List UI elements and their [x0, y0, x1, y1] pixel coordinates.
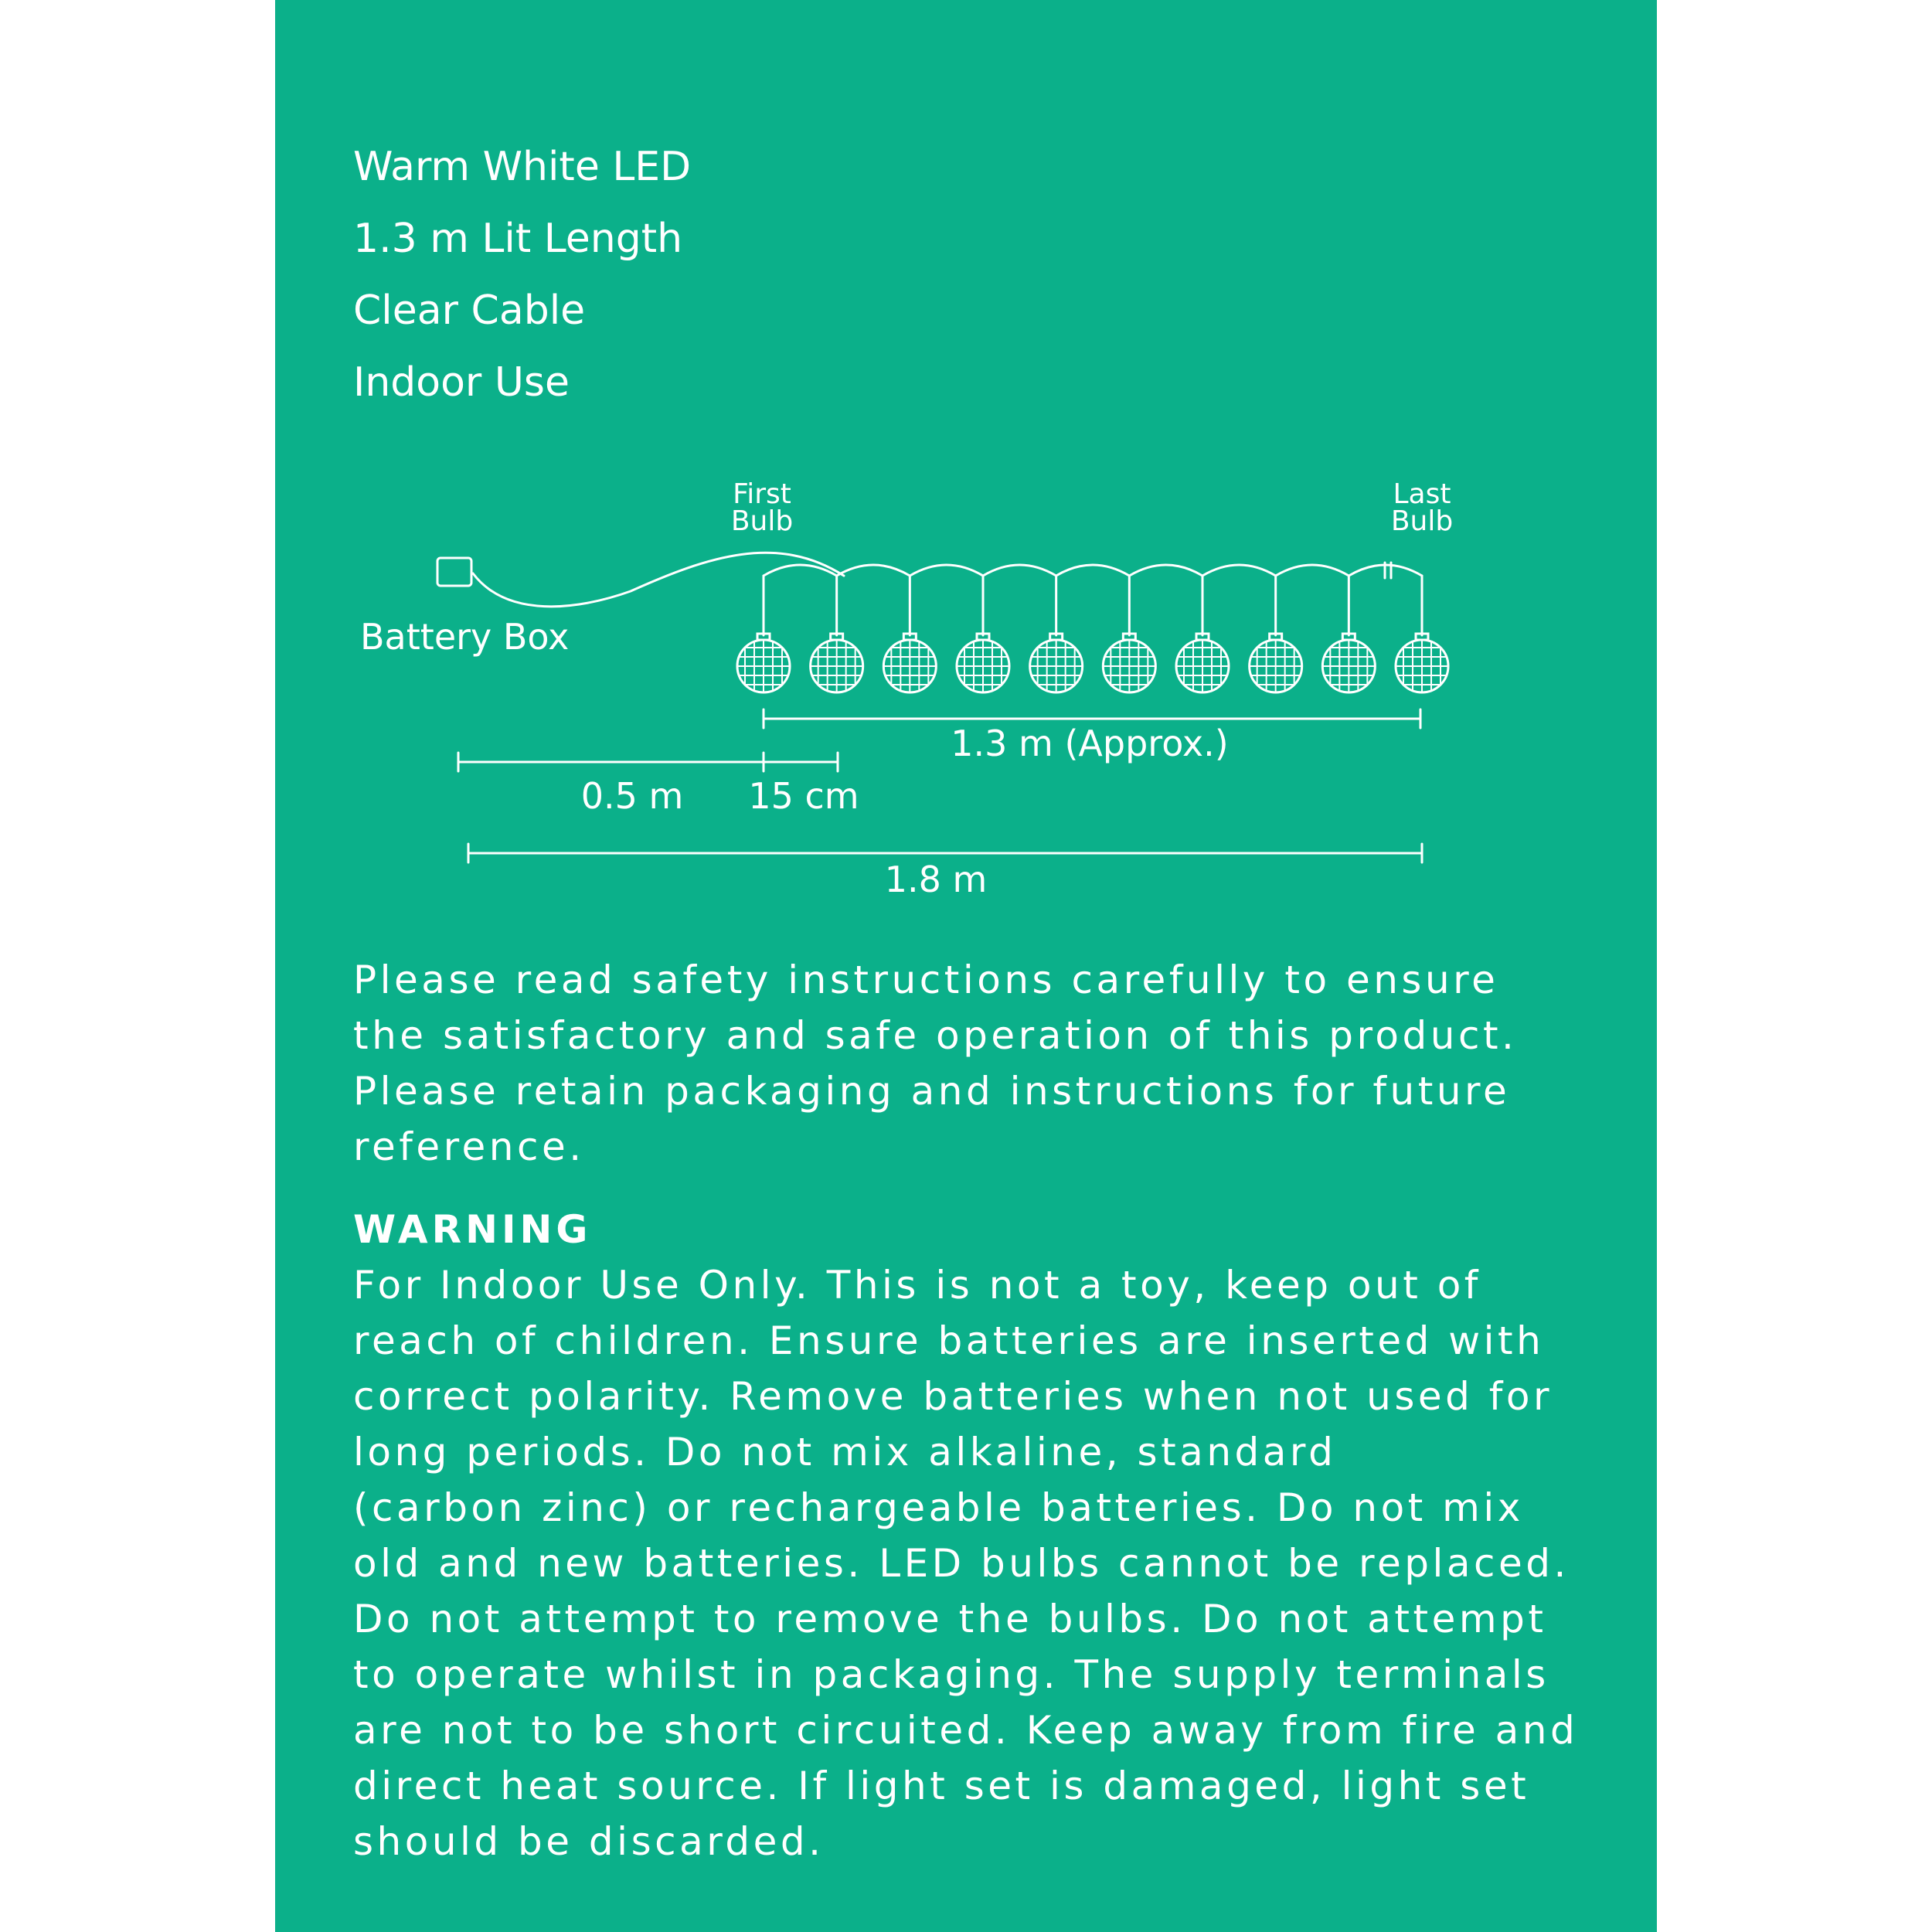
bulb-icon: [957, 576, 1009, 692]
bulb-icon: [1396, 576, 1448, 692]
warning-body: For Indoor Use Only. This is not a toy, keep out of reach of children. Ensure batteries are inserted with correct polarity. Remove batteries when not used for long periods. Do not mix alkaline, standard (carbon zinc) or rechargeable batteries. Do not mix old and new batteries. LED bulbs cannot be replaced. Do not attempt to remove the bulbs. Do not attempt to operate whilst in packaging. The supply terminals are not to be short circuited. Keep away from fire and direct heat source. If light set is damaged, light set should be discarded.: [353, 1263, 1579, 1864]
last-bulb-label: Last: [1393, 478, 1451, 510]
battery-box-icon: [437, 558, 471, 586]
bulb-icon: [1250, 576, 1302, 692]
bulb-icon: [811, 576, 863, 692]
lead-length-label: 0.5 m: [580, 775, 684, 817]
last-bulb-label: Bulb: [1390, 505, 1454, 537]
spec-cable: Clear Cable: [353, 287, 586, 334]
warning-title: WARNING: [353, 1207, 592, 1252]
battery-box-label: Battery Box: [360, 616, 570, 658]
spacing-label: 15 cm: [748, 775, 859, 817]
bulb-icon: [1322, 576, 1375, 692]
instruction-panel: [275, 0, 1657, 1932]
bulb-icon: [1176, 576, 1229, 692]
first-bulb-label: Bulb: [730, 505, 794, 537]
safety-intro: Please read safety instructions carefully to ensure the satisfactory and safe operation of this product. Please retain packaging and instructions for future reference.: [353, 957, 1518, 1169]
light-string-diagram: [275, 0, 1657, 927]
lead-cable: [473, 553, 844, 607]
string-wire: [764, 565, 1422, 576]
bulb-icon: [883, 576, 936, 692]
spec-color: Warm White LED: [353, 144, 692, 190]
bulb-icon: [1103, 576, 1155, 692]
spec-length: 1.3 m Lit Length: [353, 216, 683, 262]
total-length-label: 1.8 m: [884, 859, 988, 900]
lit-length-label: 1.3 m (Approx.): [951, 723, 1229, 764]
first-bulb-label: First: [733, 478, 791, 510]
bulb-icon: [737, 576, 790, 692]
spec-usage: Indoor Use: [353, 359, 570, 406]
bulb-row: [737, 576, 1448, 692]
bulb-icon: [1030, 576, 1083, 692]
bulb-wire: [764, 565, 1422, 576]
